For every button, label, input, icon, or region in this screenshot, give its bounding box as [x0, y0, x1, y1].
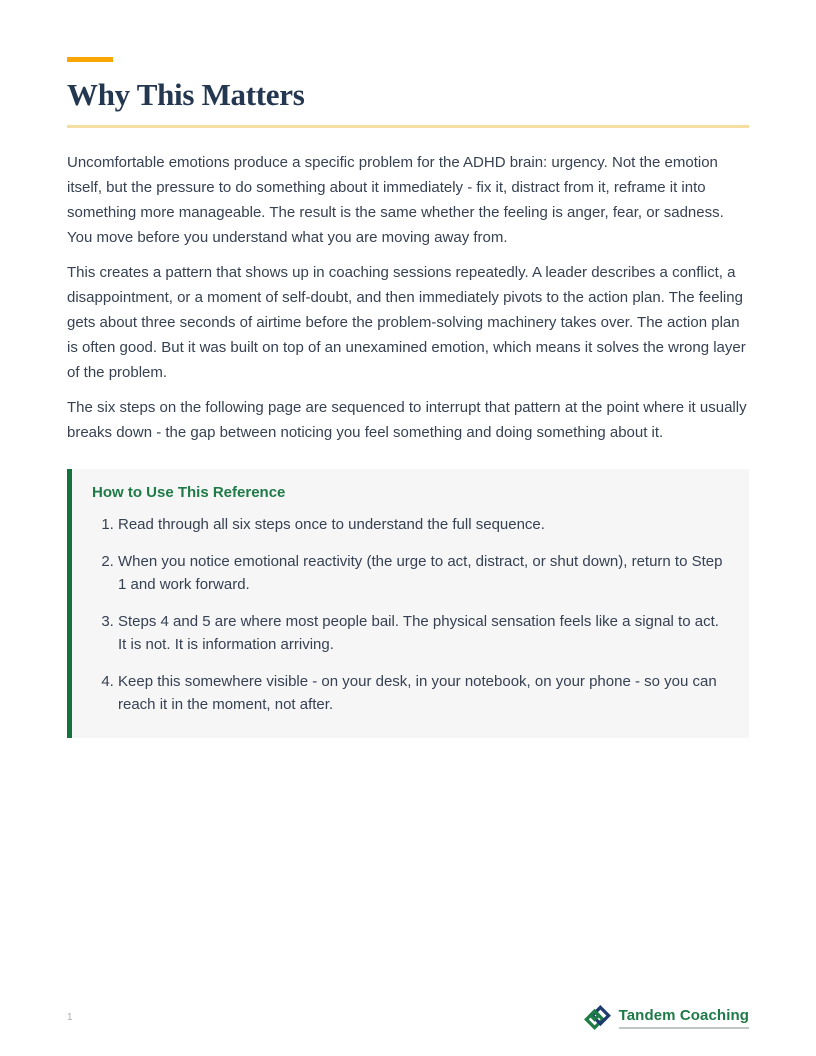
page-number: 1	[67, 1012, 73, 1023]
tandem-logo-icon	[583, 1003, 612, 1032]
how-to-use-callout	[67, 469, 749, 738]
brand-name: Tandem Coaching	[618, 1006, 749, 1024]
body-paragraph: This creates a pattern that shows up in coaching sessions repeatedly. A leader describes a conflict, a disappointment, or a moment of self-doubt, and then immediately pivots to the action plan. The feeling gets about three seconds of airtime before the problem-solving machinery takes over. The action plan is often good. But it was built on top of an unexamined emotion, which means it solves the wrong layer of the problem.	[67, 264, 746, 382]
callout-list-item: 1. Read through all six steps once to understand the full sequence.	[118, 513, 723, 536]
callout-list-item: 2. When you notice emotional reactivity (the urge to act, distract, or shut down), return to Step 1 and work forward.	[118, 550, 723, 596]
callout-heading: How to Use This Reference	[92, 484, 286, 502]
page-footer	[67, 1003, 749, 1032]
brand-logo[interactable]	[583, 1003, 749, 1032]
title-divider	[67, 125, 749, 128]
body-paragraph: The six steps on the following page are sequenced to interrupt that pattern at the point where it usually breaks down - the gap between noticing you feel something and doing something about it.	[67, 399, 747, 442]
callout-list	[92, 513, 723, 716]
body-paragraph: Uncomfortable emotions produce a specific problem for the ADHD brain: urgency. Not the emotion itself, but the pressure to do something about it immediately - fix it, distract from it, reframe it into something more manageable. The result is the same whether the feeling is anger, fear, or sadness. You move before you understand what you are moving away from.	[67, 154, 724, 247]
brand-text-underline	[619, 1007, 749, 1029]
callout-list-item: 4. Keep this somewhere visible - on your desk, in your notebook, on your phone - so you can reach it in the moment, not after.	[118, 670, 723, 716]
accent-bar	[67, 57, 113, 62]
page-title: Why This Matters	[67, 77, 305, 112]
callout-list-item: 3. Steps 4 and 5 are where most people bail. The physical sensation feels like a signal to act. It is not. It is information arriving.	[118, 610, 723, 656]
